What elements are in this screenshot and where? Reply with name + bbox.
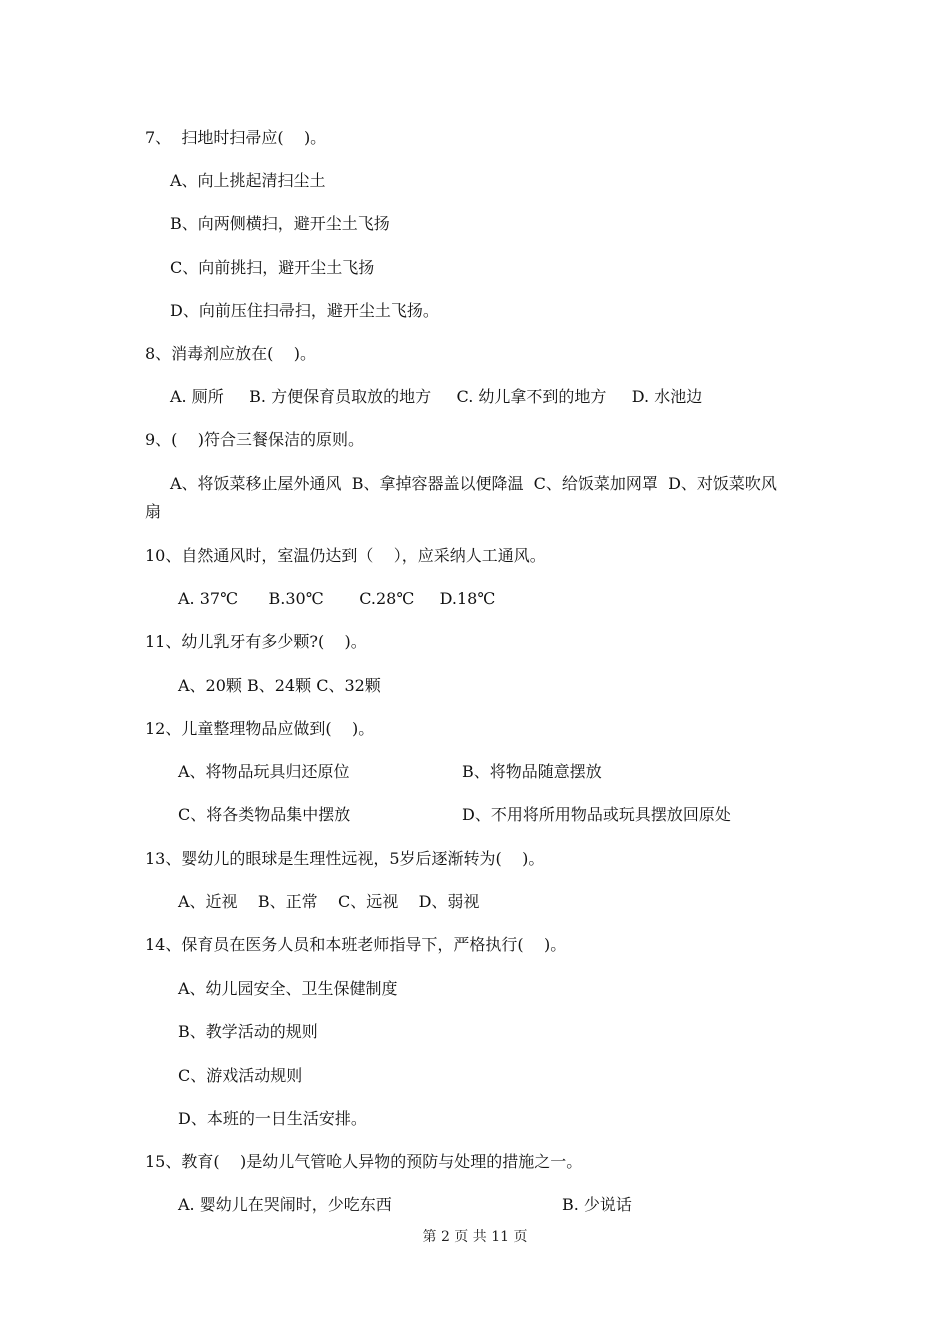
question-8-stem: 8、消毒剂应放在( )。 <box>145 344 317 363</box>
question-11-stem: 11、幼儿乳牙有多少颗?( )。 <box>145 632 367 651</box>
question-12-option-a: A、将物品玩具归还原位 <box>178 762 350 781</box>
question-14-option-d: D、本班的一日生活安排。 <box>178 1109 367 1128</box>
question-14-option-b: B、教学活动的规则 <box>178 1022 318 1041</box>
page-number-footer: 第 2 页 共 11 页 <box>422 1229 528 1245</box>
question-9-options-line1: A、将饭菜移止屋外通风 B、拿掉容器盖以便降温 C、给饭菜加网罩 D、对饭菜吹风 <box>170 474 777 493</box>
question-10-stem: 10、自然通风时，室温仍达到（ ），应采纳人工通风。 <box>145 546 546 565</box>
question-9-options-line2: 扇 <box>145 502 162 521</box>
question-15-option-b: B. 少说话 <box>562 1195 632 1214</box>
question-12-option-c: C、将各类物品集中摆放 <box>178 805 351 824</box>
question-11-options: A、20颗 B、24颗 C、32颗 <box>178 676 381 695</box>
question-7-option-c: C、向前挑扫，避开尘土飞扬 <box>170 258 375 277</box>
question-15-option-a: A. 婴幼儿在哭闹时，少吃东西 <box>178 1195 392 1214</box>
question-13-stem: 13、婴幼儿的眼球是生理性远视，5岁后逐渐转为( )。 <box>145 849 545 868</box>
question-12-stem: 12、儿童整理物品应做到( )。 <box>145 719 375 738</box>
question-7-option-b: B、向两侧横扫，避开尘土飞扬 <box>170 214 390 233</box>
question-9-stem: 9、( )符合三餐保洁的原则。 <box>145 430 365 449</box>
question-7-option-a: A、向上挑起清扫尘土 <box>170 171 326 190</box>
question-14-option-a: A、幼儿园安全、卫生保健制度 <box>178 979 398 998</box>
question-7-stem: 7、 扫地时扫帚应( )。 <box>145 128 327 147</box>
question-12-option-b: B、将物品随意摆放 <box>462 762 602 781</box>
question-10-options: A. 37℃ B.30℃ C.28℃ D.18℃ <box>178 589 496 608</box>
question-7-option-d: D、向前压住扫帚扫，避开尘土飞扬。 <box>170 301 439 320</box>
question-14-stem: 14、保育员在医务人员和本班老师指导下，严格执行( )。 <box>145 935 567 954</box>
question-13-options: A、近视 B、正常 C、远视 D、弱视 <box>178 892 480 911</box>
question-12-option-d: D、不用将所用物品或玩具摆放回原处 <box>462 805 731 824</box>
question-15-stem: 15、教育( )是幼儿气管呛人异物的预防与处理的措施之一。 <box>145 1152 583 1171</box>
question-8-options: A. 厕所 B. 方便保育员取放的地方 C. 幼儿拿不到的地方 D. 水池边 <box>170 387 703 406</box>
question-14-option-c: C、游戏活动规则 <box>178 1066 303 1085</box>
